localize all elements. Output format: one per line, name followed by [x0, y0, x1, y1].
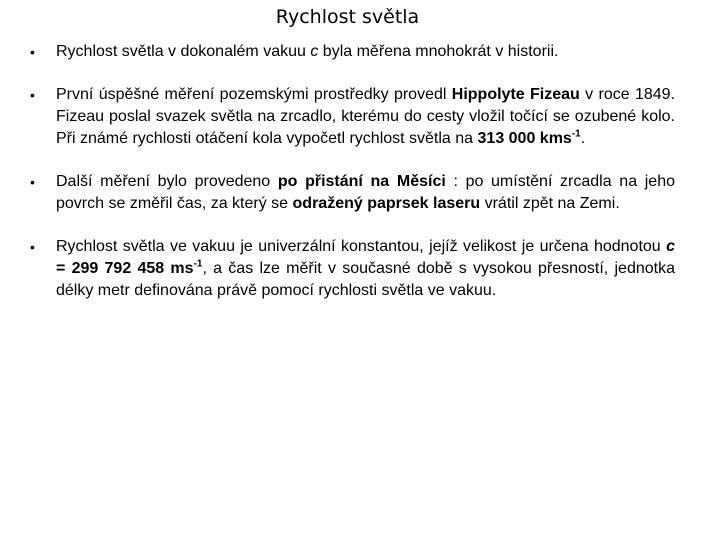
text-run: Hippolyte Fizeau [451, 86, 580, 103]
text-run: v roce 1849. Fizeau poslal svazek světla na zrcadlo, kterému do cesty vložil točící se ozubené kolo. Při známé rychlosti otáčení kola vypočetl rychlost světla na [56, 86, 676, 147]
bullet-marker: • [30, 87, 35, 103]
text-run: 313 000 kms [477, 130, 572, 147]
text-run: -1 [571, 128, 581, 140]
text-run: vrátil zpět na Zemi. [480, 195, 620, 212]
text-run: Další měření bylo provedeno [56, 173, 278, 190]
bullet-marker: • [30, 239, 35, 255]
text-run: byla měřena mnohokrát v historii. [318, 43, 559, 60]
slide-title: Rychlost světla [275, 6, 420, 28]
text-run: -1 [193, 258, 203, 270]
bullet-text [56, 173, 675, 212]
text-run: Rychlost světla ve vakuu je univerzální konstantou, jejíž velikost je určena hodnotou [56, 238, 667, 255]
text-run: První úspěšné měření pozemskými prostředky provedl [56, 86, 452, 103]
bullet-marker: • [30, 174, 35, 190]
text-run: , a čas lze měřit v současné době s vysokou přesností, jednotka délky metr definována právě pomocí rychlosti světla ve vakuu. [56, 260, 675, 299]
text-run: : po umístění zrcadla na jeho povrch se změřil čas, za který se [56, 173, 676, 212]
text-run: po přistání na Měsíci [277, 173, 446, 190]
text-run: . [580, 130, 586, 147]
bullet-marker: • [30, 44, 35, 60]
text-run: odražený paprsek laseru [292, 195, 481, 212]
bullet-text [56, 43, 558, 60]
bullet-item [30, 84, 675, 150]
bullet-item [30, 236, 675, 302]
text-run: Rychlost světla v dokonalém vakuu [56, 43, 311, 60]
bullet-text [56, 238, 675, 299]
text-run: c [310, 43, 319, 60]
bullet-text [56, 86, 675, 147]
bullet-list [30, 41, 675, 302]
text-run: = 299 792 458 ms [56, 260, 194, 277]
bullet-item [30, 41, 675, 63]
text-run: c [666, 238, 675, 255]
bullet-item [30, 171, 675, 215]
